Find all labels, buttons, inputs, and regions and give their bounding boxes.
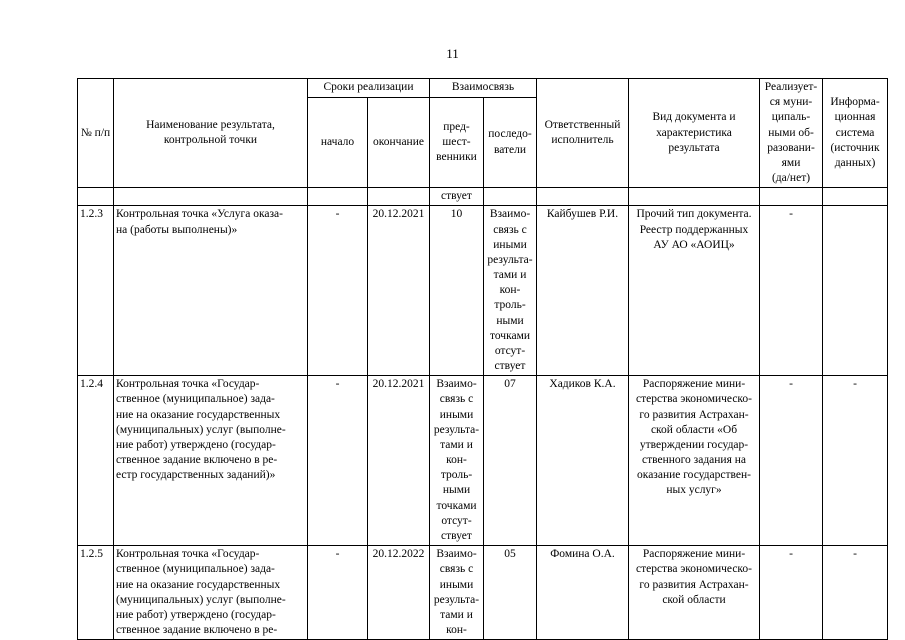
row-responsible: Хадиков К.А. [537, 376, 629, 546]
row-responsible: Кайбушев Р.И. [537, 206, 629, 376]
row-num: 1.2.4 [78, 376, 114, 546]
row-doc-type: Прочий тип документа. Реестр поддержанных АУ АО «АОИЦ» [629, 206, 760, 376]
header-end: окончание [368, 98, 430, 188]
row-municipal: - [760, 376, 823, 546]
row-predecessors: Взаимо- связь с иными результа- тами и кон- [430, 546, 484, 640]
header-relation: Взаимосвязь [430, 79, 537, 98]
plan-table [77, 78, 888, 640]
header-num: № п/п [78, 79, 114, 188]
row-start: - [308, 546, 368, 640]
row-predecessors: 10 [430, 206, 484, 376]
row-info-system: - [823, 546, 888, 640]
row-doc-type: Распоряжение мини- стерства экономическо- го развития Астрахан- ской области «Об утверждении государ- ственного задания на оказание государствен- ных услуг» [629, 376, 760, 546]
header-responsible: Ответственный исполнитель [537, 79, 629, 188]
header-terms: Сроки реализации [308, 79, 430, 98]
row-end: 20.12.2022 [368, 546, 430, 640]
row-successors: 07 [484, 376, 537, 546]
header-predecessors: пред- шест- венники [430, 98, 484, 188]
row-start: - [308, 376, 368, 546]
carry-over-row [78, 188, 888, 206]
row-doc-type: Распоряжение мини- стерства экономическо- го развития Астрахан- ской области [629, 546, 760, 640]
row-end: 20.12.2021 [368, 206, 430, 376]
row-responsible: Фомина О.А. [537, 546, 629, 640]
row-successors: 05 [484, 546, 537, 640]
page-number: 11 [446, 46, 459, 61]
row-name: Контрольная точка «Государ- ственное (муниципальное) зада- ние на оказание государственных (муниципальных) услуг (выполне- ние работ) утверждено (государ- ственное задание включено в ре- [114, 546, 308, 640]
row-start: - [308, 206, 368, 376]
header-start: начало [308, 98, 368, 188]
table-row [78, 546, 888, 640]
row-info-system [823, 206, 888, 376]
header-doc-type: Вид документа и характеристика результата [629, 79, 760, 188]
row-municipal: - [760, 546, 823, 640]
row-name: Контрольная точка «Государ- ственное (муниципальное) зада- ние на оказание государственных (муниципальных) услуг (выполне- ние работ) утверждено (государ- ственное задание включено в ре- естр государственных заданий)» [114, 376, 308, 546]
row-municipal: - [760, 206, 823, 376]
header-info-system: Информа- ционная система (источник данных) [823, 79, 888, 188]
row-end: 20.12.2021 [368, 376, 430, 546]
carry-predecessors: ствует [430, 188, 484, 206]
header-municipal: Реализует- ся муни- ципаль- ными об- разовани- ями (да/нет) [760, 79, 823, 188]
row-info-system: - [823, 376, 888, 546]
row-num: 1.2.5 [78, 546, 114, 640]
header-successors: последо- ватели [484, 98, 537, 188]
row-name: Контрольная точка «Услуга оказа- на (работы выполнены)» [114, 206, 308, 376]
row-predecessors: Взаимо- связь с иными результа- тами и кон- троль- ными точками отсут- ствует [430, 376, 484, 546]
table-row [78, 206, 888, 376]
row-num: 1.2.3 [78, 206, 114, 376]
row-successors: Взаимо- связь с иными результа- тами и кон- троль- ными точками отсут- ствует [484, 206, 537, 376]
table-row [78, 376, 888, 546]
header-name: Наименование результата, контрольной точки [114, 79, 308, 188]
